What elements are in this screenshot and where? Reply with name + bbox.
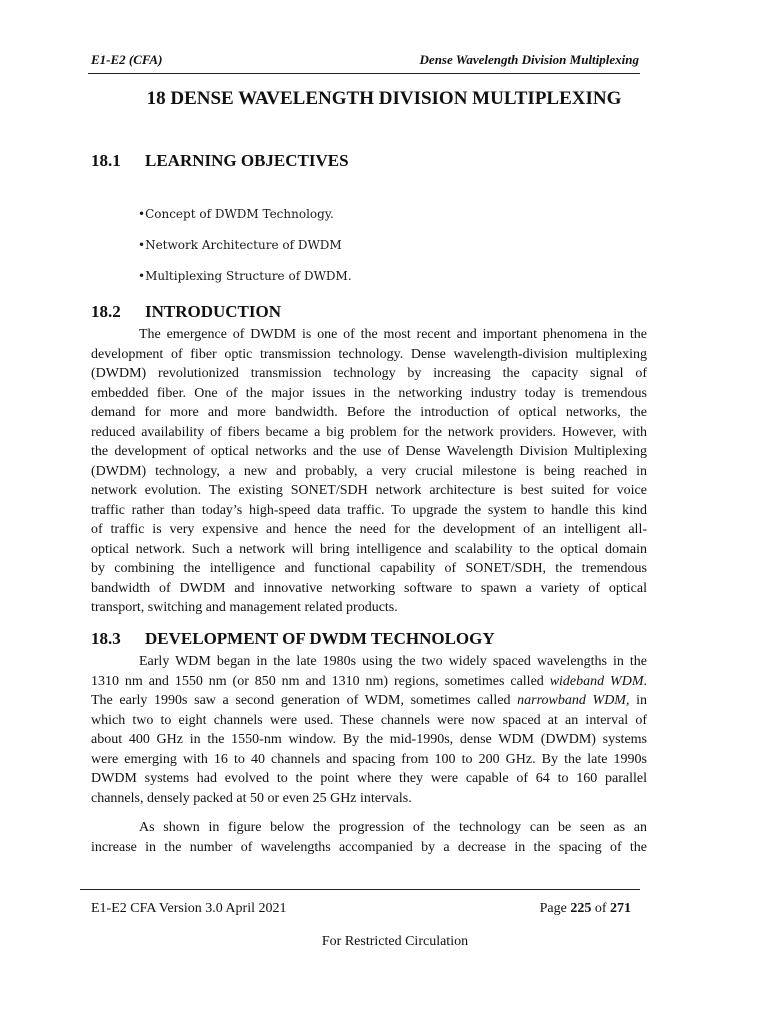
text-line: of traffic is very expensive and hence the need for the development of an intelligent all- bbox=[91, 522, 647, 537]
text-run: in bbox=[629, 693, 647, 708]
text-line: traffic rather than today’s high-speed data traffic. To upgrade the system to handle this kind bbox=[91, 502, 647, 518]
header-left: E1-E2 (CFA) bbox=[91, 52, 163, 67]
text-line: bandwidth of DWDM and innovative networking software to spawn a variety of optical bbox=[91, 580, 647, 596]
footer-version: E1-E2 CFA Version 3.0 April 2021 bbox=[91, 901, 287, 916]
page-of: of bbox=[591, 901, 610, 916]
text-run: 1310 nm and 1550 nm (or 850 nm and 1310 nm) regions, sometimes called bbox=[91, 673, 550, 689]
header-rule bbox=[88, 73, 640, 74]
section-heading-learning-objectives bbox=[91, 151, 349, 171]
text-line: (DWDM) revolutionized transmission technology by increasing the capacity signal of bbox=[91, 366, 647, 381]
text-line: As shown in figure below the progression of the technology can be seen as an bbox=[139, 820, 647, 835]
section-heading-introduction bbox=[91, 302, 281, 322]
text-line: The emergence of DWDM is one of the most recent and important phenomena in the bbox=[139, 327, 647, 342]
section-heading-development bbox=[91, 629, 495, 649]
section-title: INTRODUCTION bbox=[145, 302, 282, 321]
text-line: increase in the number of wavelengths accompanied by a decrease in the spacing of the bbox=[91, 839, 647, 855]
italic-term: wideband WDM bbox=[549, 673, 644, 689]
restricted-notice: For Restricted Circulation bbox=[321, 934, 469, 949]
italic-term: narrowband WDM, bbox=[517, 693, 630, 708]
section-title: LEARNING OBJECTIVES bbox=[145, 151, 349, 170]
text-line: DWDM systems had evolved to the point where they were capable of 64 to 160 parallel bbox=[91, 771, 647, 786]
page-total: 271 bbox=[610, 901, 631, 916]
text-line: by combining the intelligence and functional capability of SONET/SDH, the tremendous bbox=[91, 561, 647, 576]
footer-rule bbox=[80, 889, 640, 890]
text-line: which two to eight channels were used. These channels were now spaced at an interval of bbox=[91, 712, 647, 728]
section-number: 18.1 bbox=[91, 151, 121, 170]
chapter-title: 18 DENSE WAVELENGTH DIVISION MULTIPLEXING bbox=[146, 88, 622, 109]
text-line: channels, densely packed at 50 or even 25 GHz intervals. bbox=[91, 790, 412, 806]
text-line bbox=[91, 691, 647, 711]
page-current: 225 bbox=[570, 901, 592, 916]
page-prefix: Page bbox=[539, 901, 571, 916]
text-line: network evolution. The existing SONET/SDH network architecture is best suited for voice bbox=[91, 483, 647, 498]
section-number: 18.3 bbox=[91, 629, 121, 648]
progression-paragraph bbox=[91, 818, 647, 857]
text-line: development of fiber optic transmission technology. Dense wavelength-division multiplexing bbox=[91, 346, 647, 362]
development-paragraph bbox=[91, 652, 647, 808]
page-number bbox=[540, 901, 631, 917]
header-right: Dense Wavelength Division Multiplexing bbox=[419, 52, 639, 67]
text-line: optical network. Such a network will bring intelligence and scalability to the optical domain bbox=[91, 541, 647, 557]
text-line bbox=[91, 672, 647, 692]
objective-item: •Network Architecture of DWDM bbox=[138, 238, 342, 252]
introduction-paragraph bbox=[91, 325, 647, 618]
section-number: 18.2 bbox=[91, 302, 121, 321]
text-line: the development of optical networks and the use of Dense Wavelength Division Multiplexing bbox=[91, 444, 647, 459]
text-line: demand for more and more bandwidth. Before the introduction of optical networks, the bbox=[91, 405, 647, 420]
objectives-list bbox=[138, 207, 352, 300]
page-footer bbox=[91, 901, 631, 917]
text-run: . bbox=[643, 673, 647, 689]
text-line: reduced availability of fibers became a big problem for the network providers. However, with bbox=[91, 424, 647, 440]
page-header bbox=[91, 52, 639, 68]
objective-item: •Concept of DWDM Technology. bbox=[138, 207, 334, 221]
text-line: embedded fiber. One of the major issues in the networking industry today is tremendous bbox=[91, 385, 647, 401]
text-line: were emerging with 16 to 40 channels and spacing from 100 to 200 GHz. By the late 1990s bbox=[91, 751, 647, 767]
text-line: Early WDM began in the late 1980s using the two widely spaced wavelengths in the bbox=[139, 654, 647, 669]
objective-item: •Multiplexing Structure of DWDM. bbox=[138, 269, 352, 283]
text-run: The early 1990s saw a second generation of WDM, sometimes called bbox=[91, 693, 518, 708]
text-line: (DWDM) technology, a new and probably, a very crucial milestone is being reached in bbox=[91, 463, 647, 479]
text-line: about 400 GHz in the 1550-nm window. By the mid-1990s, dense WDM (DWDM) systems bbox=[91, 732, 647, 747]
text-line: transport, switching and management related products. bbox=[91, 600, 398, 615]
section-title: DEVELOPMENT OF DWDM TECHNOLOGY bbox=[145, 629, 495, 648]
